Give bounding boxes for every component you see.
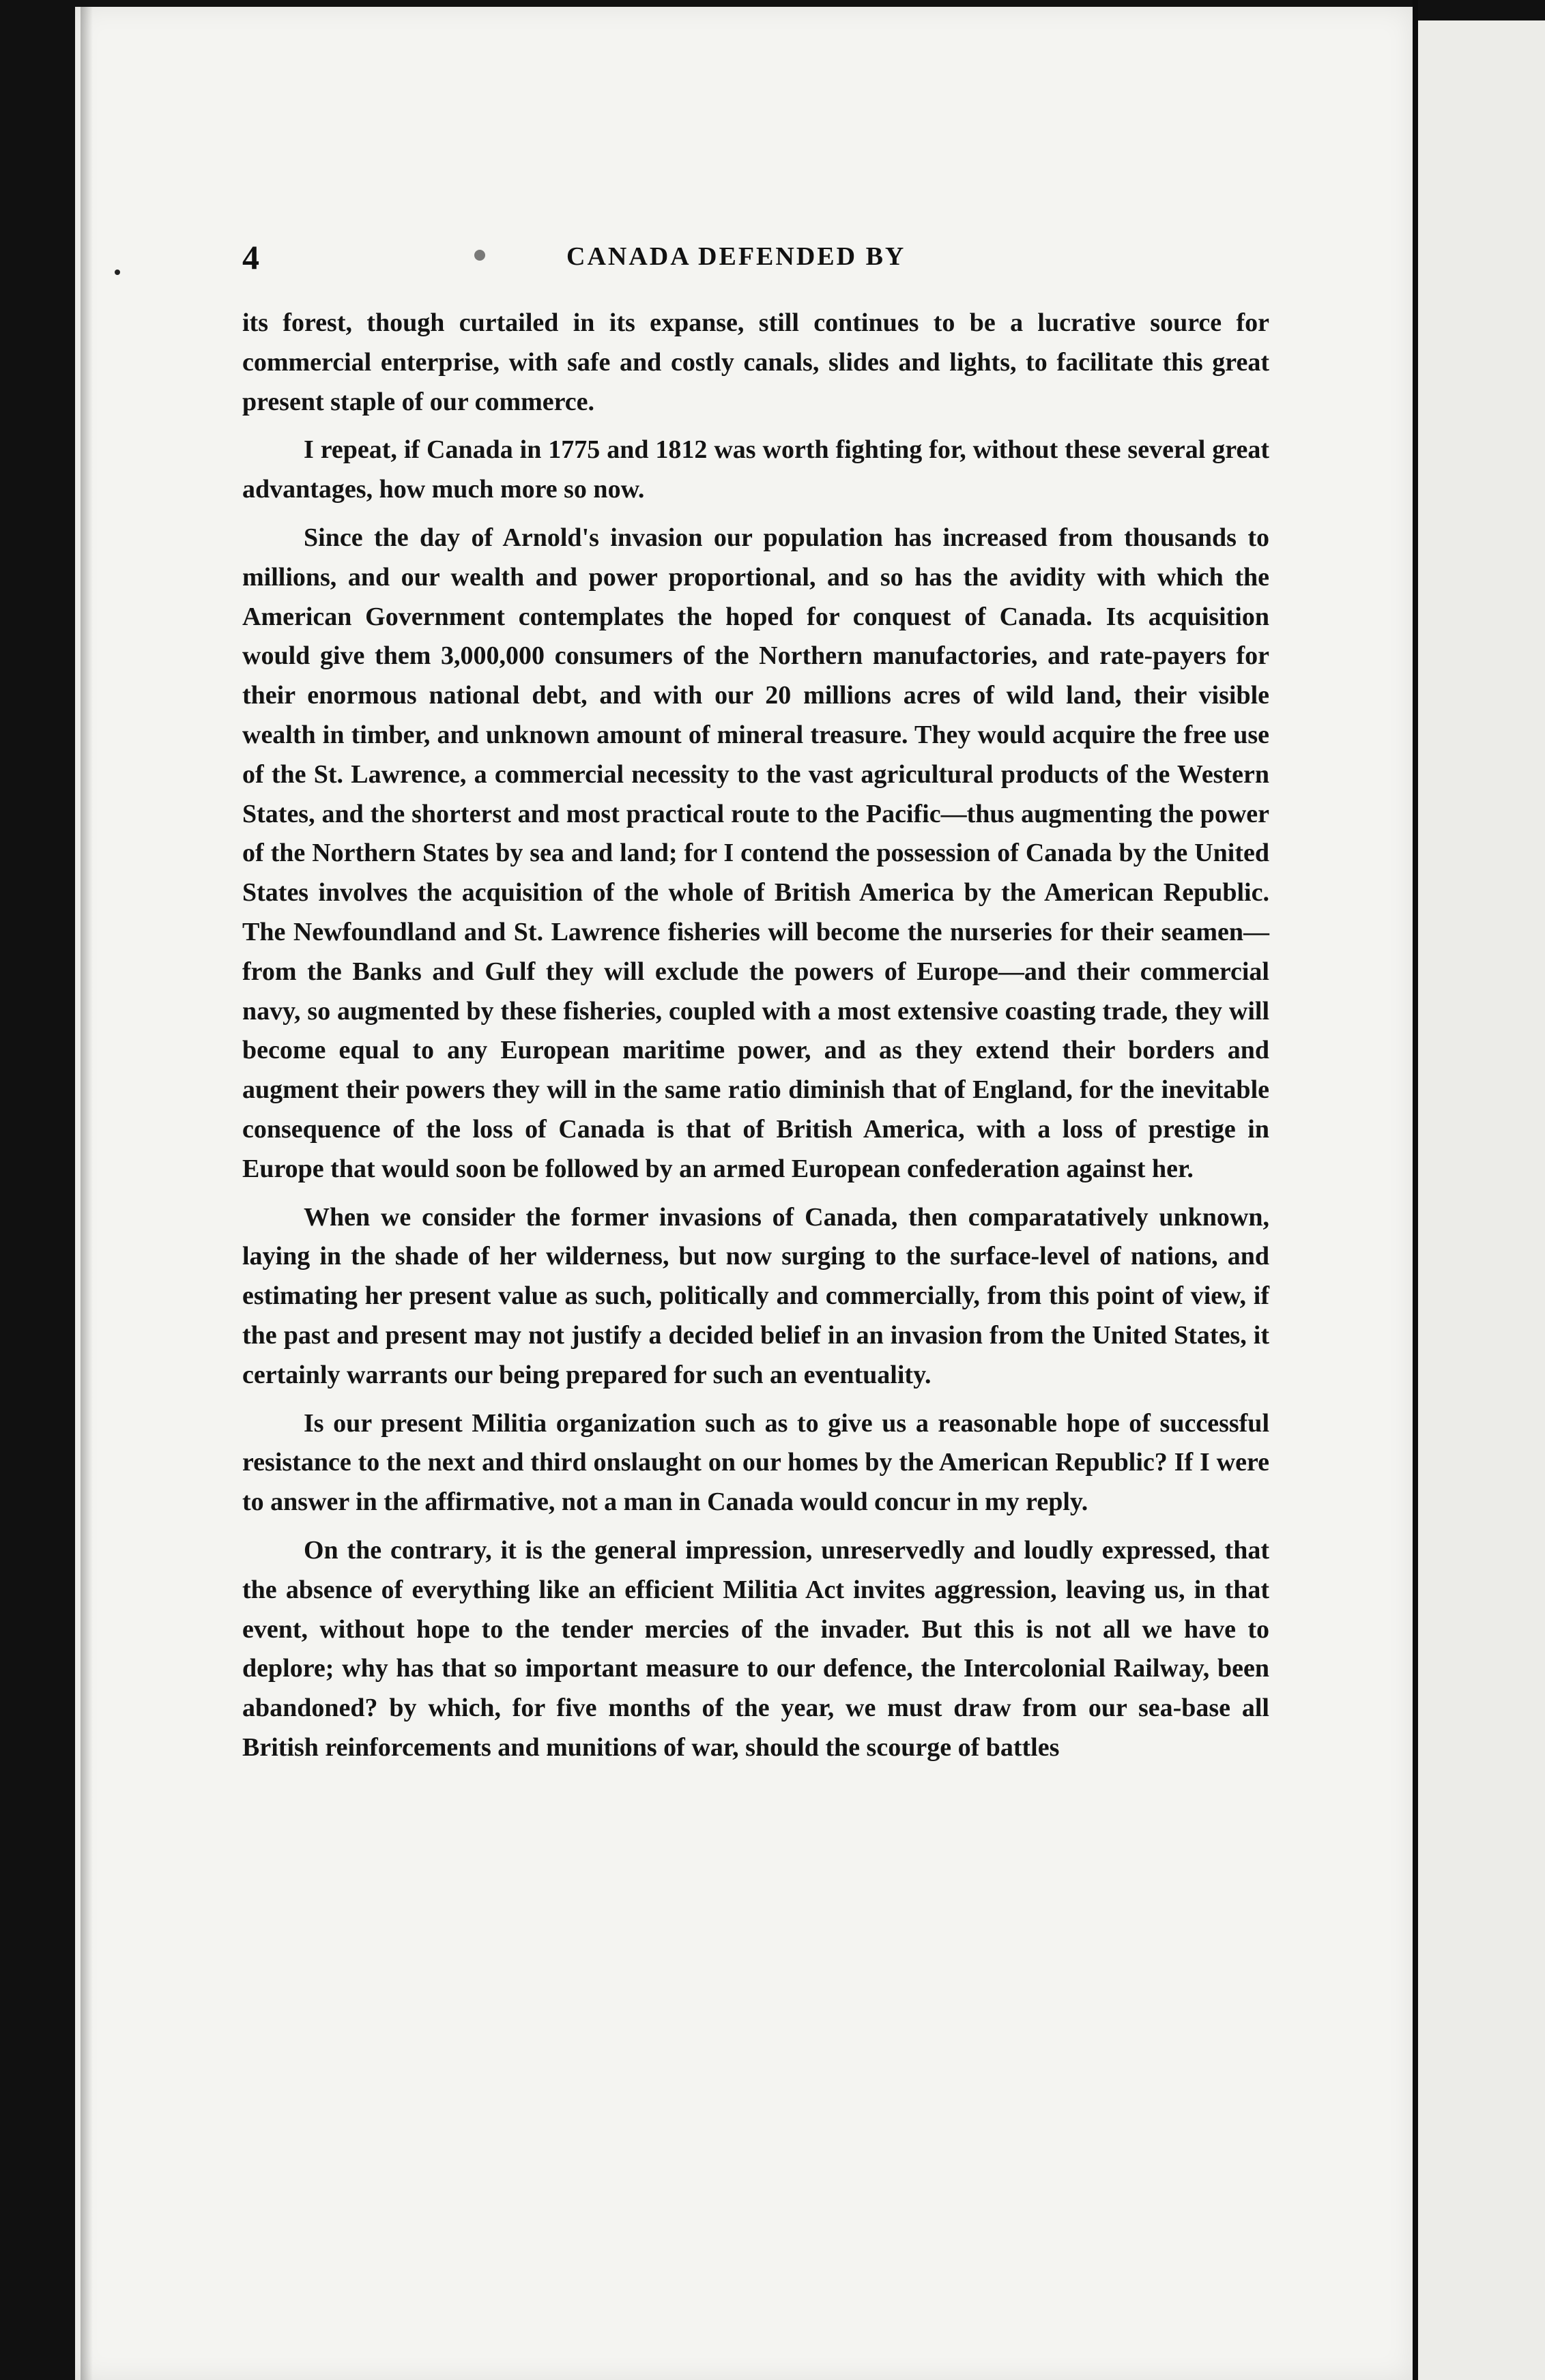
paragraph: Since the day of Arnold's invasion our population has increased from thousands to millions, and our wealth and power proportional, and so has the avidity with which the American Government contemplates the hoped for conquest of Canada. Its acquisition would give them 3,000,000 consumers of the Northern manufactories, and rate-payers for their enormous national debt, and with our 20 millions acres of wild land, their visible wealth in timber, and unknown amount of mineral treasure. They would acquire the free use of the St. Lawrence, a commercial necessity to the vast agricultural products of the Western States, and the shorterst and most practical route to the Pacific—thus augmenting the power of the Northern States by sea and land; for I contend the possession of Canada by the United States involves the acquisition of the whole of British America by the American Republic. The Newfoundland and St. Lawrence fisheries will become the nurseries for their seamen—from the Banks and Gulf they will exclude the powers of Europe—and their commercial navy, so augmented by these fisheries, coupled with a most extensive coasting trade, they will become equal to any European maritime power, and as they extend their borders and augment their powers they will in the same ratio diminish that of England, for the inevitable consequence of the loss of Canada is that of British America, with a loss of prestige in Europe that would soon be followed by an armed European confederation against her. xyxy=(242,523,1269,1183)
adjacent-page-edge xyxy=(1418,20,1545,2380)
margin-speck xyxy=(115,270,120,275)
paragraph: I repeat, if Canada in 1775 and 1812 was worth fighting for, without these several great advantages, how much more so now. xyxy=(242,435,1269,504)
running-head: CANADA DEFENDED BY xyxy=(566,242,906,271)
paragraph: Is our present Militia organization such as to give us a reasonable hope of successful resistance to the next and third onslaught on our homes by the American Republic? If I were to answer in the affirmative, not a man in Canada would concur in my reply. xyxy=(242,1408,1269,1517)
binding-shadow xyxy=(81,7,93,2380)
page-number: 4 xyxy=(242,238,259,276)
page-header xyxy=(242,237,1266,278)
ink-blot xyxy=(474,250,485,261)
body-text xyxy=(242,304,1269,1777)
paragraph: When we consider the former invasions of Canada, then comparatatively unknown, laying in the shade of her wilderness, but now surging to the surface-level of nations, and estimating her present value as such, politically and commercially, from this point of view, if the past and present may not justify a decided belief in an invasion from the United States, it certainly warrants our being prepared for such an eventuality. xyxy=(242,1202,1269,1389)
paragraph: On the contrary, it is the general impression, unreservedly and loudly expressed, that the absence of everything like an efficient Militia Act invites aggression, leaving us, in that event, without hope to the tender mercies of the invader. But this is not all we have to deplore; why has that so important measure to our defence, the Intercolonial Railway, been abandoned? by which, for five months of the year, we must draw from our sea-base all British reinforcements and munitions of war, should the scourge of battles xyxy=(242,1535,1269,1762)
page-gutter xyxy=(1413,0,1418,2380)
paragraph: its forest, though curtailed in its expanse, still continues to be a lucrative source for commercial enterprise, with safe and costly canals, slides and lights, to facilitate this great present staple of our commerce. xyxy=(242,308,1269,416)
